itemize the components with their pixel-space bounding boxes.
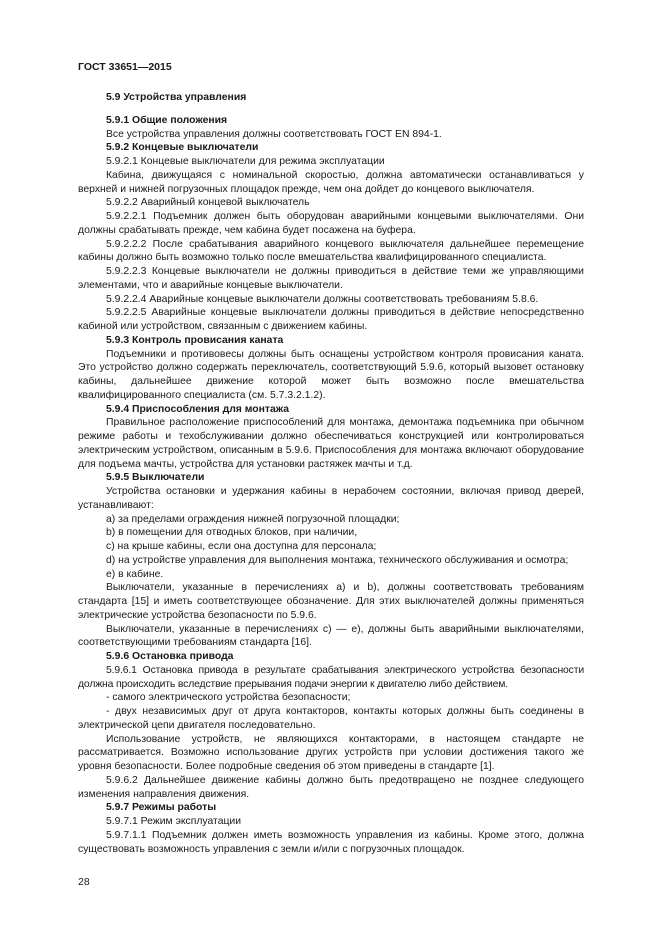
subsection-heading: 5.9.4 Приспособления для монтажа [106, 403, 290, 415]
paragraph: 5.9.6.2 Дальнейшее движение кабины должно быть предотвращено не позднее следующего изменения направления движения. [78, 774, 584, 800]
paragraph: 5.9.7.1.1 Подъемник должен иметь возможность управления из кабины. Кроме этого, должна существовать возможность управления с земли и/или с погрузочных площадок. [78, 829, 584, 855]
paragraph: 5.9.2.2.1 Подъемник должен быть оборудован аварийными концевыми выключателями. Они должны срабатывать прежде, чем кабина будет посажена на буфера. [78, 211, 584, 236]
list-item: b) в помещении для отводных блоков, при наличии, [106, 527, 358, 539]
paragraph: 5.9.6.1 Остановка привода в результате срабатывания электрического устройства безопасности должна происходить вследствие прерывания подачи энергии к двигателю либо действием. [78, 664, 584, 690]
paragraph: Правильное расположение приспособлений для монтажа, демонтажа подъемника при обычном режиме работы и техобслуживании должно обеспечиваться конструкцией или контролироваться электрическим устройством, описанным в 5.9.6. Приспособления для монтажа включают оборудование для подъема мачты, устройства для установки растяжек мачты и т.д. [78, 417, 584, 470]
list-item: - двух независимых друг от друга контакторов, контакты которых должны быть соединены в электрической цепи двигателя последовательно. [78, 706, 584, 731]
subsection-heading: 5.9.2 Концевые выключатели [106, 142, 259, 154]
subsection-heading: 5.9.3 Контроль провисания каната [106, 334, 284, 346]
paragraph: Выключатели, указанные в перечислениях c) — e), должны быть аварийными выключателями, соответствующими требованиям стандарта [16]. [78, 623, 584, 649]
subsection-heading: 5.9.5 Выключатели [106, 472, 205, 484]
paragraph: 5.9.2.2.3 Концевые выключатели не должны приводиться в действие теми же управляющими элементами, что и аварийные концевые выключатели. [78, 266, 584, 291]
subsection-heading: 5.9.6 Остановка привода [106, 651, 234, 662]
paragraph: 5.9.2.2 Аварийный концевой выключатель [106, 197, 310, 209]
paragraph: 5.9.2.1 Концевые выключатели для режима эксплуатации [106, 156, 385, 167]
list-item: - самого электрического устройства безопасности; [106, 692, 351, 704]
paragraph: Использование устройств, не являющихся контакторами, в настоящем стандарте не рассматривается. Возможно использование других устройств при условии достижения такого же уровня безопасности. Более подробные сведения об этом приведены в стандарте [1]. [78, 733, 584, 772]
paragraph: Все устройства управления должны соответствовать ГОСТ EN 894-1. [106, 128, 442, 140]
page-number: 28 [78, 876, 90, 888]
section-heading: 5.9 Устройства управления [106, 92, 247, 103]
subsection-heading: 5.9.7 Режимы работы [106, 802, 217, 814]
paragraph: 5.9.2.2.4 Аварийные концевые выключатели должны соответствовать требованиям 5.8.6. [106, 293, 539, 305]
paragraph: Выключатели, указанные в перечислениях a) и b), должны соответствовать требованиям стандарта [15] и иметь соответствующее обозначение. Для этих выключателей должны применяться электрические устройства безопасности по 5.9.6. [78, 582, 584, 621]
paragraph: Подъемники и противовесы должны быть оснащены устройством контроля провисания каната. Это устройство должно содержать переключатель, соответствующий 5.9.6, который вызовет остановку кабины, дальнейшее движение которой может быть возможно после вмешательства квалифицированного специалиста (см. 5.7.3.2.1.2). [78, 348, 584, 401]
list-item: a) за пределами ограждения нижней погрузочной площадки; [106, 513, 400, 525]
paragraph: 5.9.7.1 Режим эксплуатации [106, 816, 242, 827]
list-item: c) на крыше кабины, если она доступна для персонала; [106, 541, 377, 552]
document-header: ГОСТ 33651—2015 [78, 61, 172, 73]
list-item: e) в кабине. [106, 568, 164, 580]
paragraph: 5.9.2.2.5 Аварийные концевые выключатели должны приводиться в действие непосредственно кабиной или устройством, связанным с движением кабины. [78, 307, 584, 332]
subsection-heading: 5.9.1 Общие положения [106, 114, 228, 126]
paragraph: 5.9.2.2.2 После срабатывания аварийного концевого выключателя дальнейшее перемещение кабины должно быть возможно только после вмешательства квалифицированного специалиста. [78, 238, 584, 264]
document-body [78, 91, 584, 856]
paragraph: Устройства остановки и удержания кабины в нерабочем состоянии, включая привод дверей, устанавливают: [78, 486, 584, 511]
paragraph: Кабина, движущаяся с номинальной скоростью, должна автоматически останавливаться у верхней и нижней погрузочных площадок прежде, чем она дойдет до концевого выключателя. [78, 169, 584, 195]
list-item: d) на устройстве управления для выполнения монтажа, технического обслуживания и осмотра; [106, 554, 569, 566]
